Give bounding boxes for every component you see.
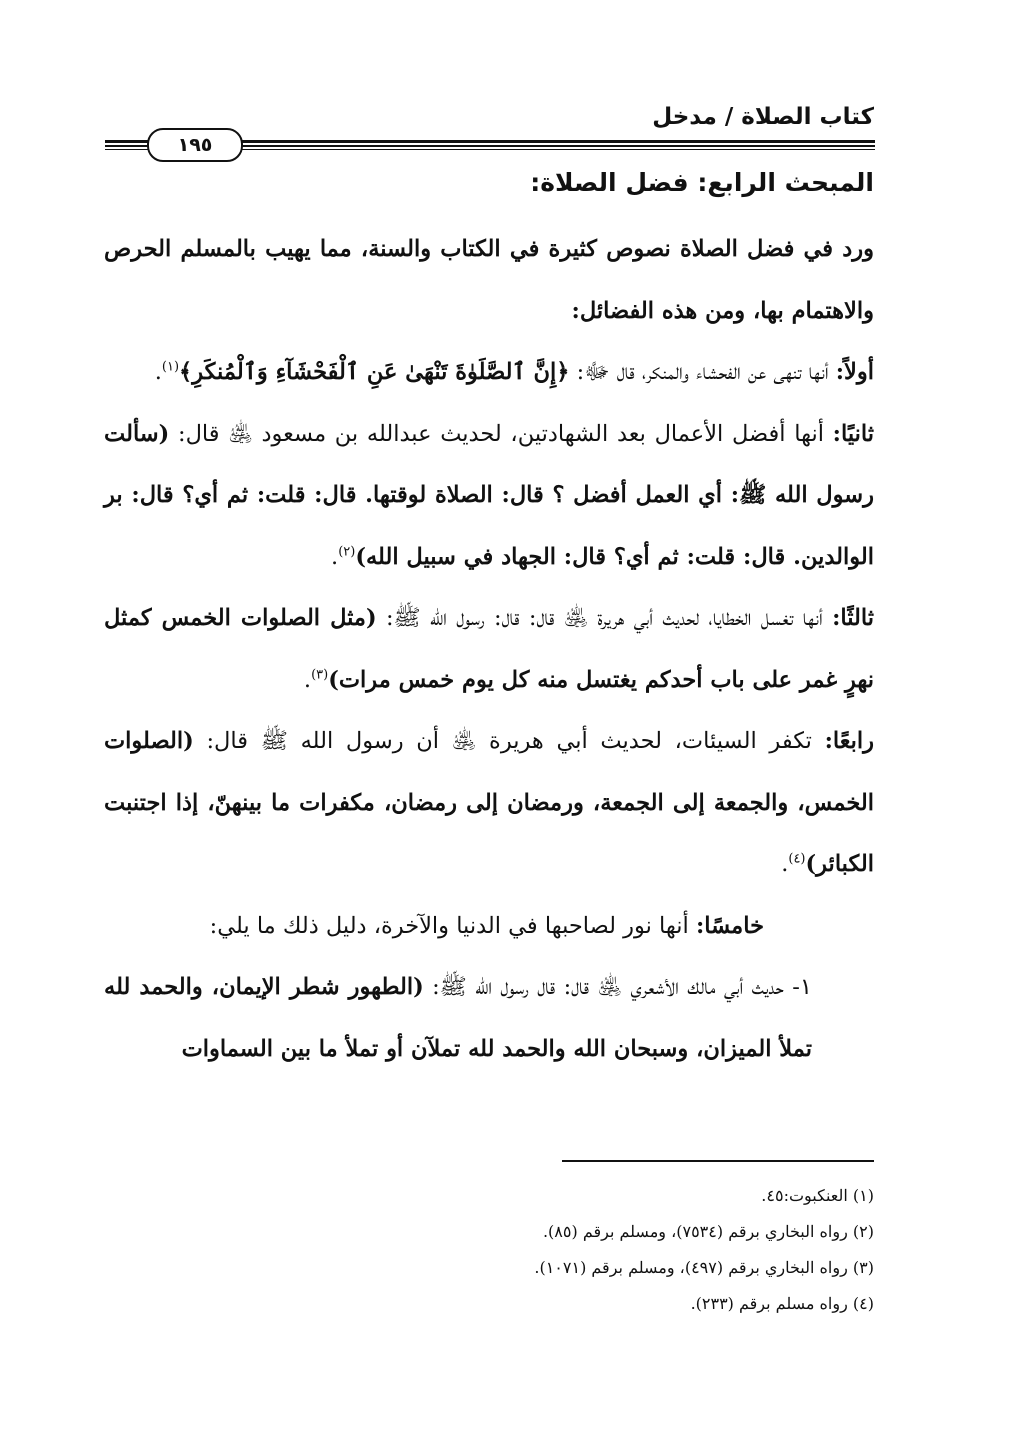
point-text: أنها نور لصاحبها في الدنيا والآخرة، دليل ذلك ما يلي: [209, 912, 696, 939]
point-text: أنها تنهى عن الفحشاء والمنكر، قال ﷻ: [569, 359, 836, 385]
footnote: (١) العنكبوت:٤٥. [761, 1186, 874, 1205]
point-3 [104, 588, 874, 711]
point-5 [104, 896, 874, 958]
point-lead: خامسًا: [695, 912, 764, 939]
footnote-separator [562, 1160, 874, 1162]
point-text: تكفر السيئات، لحديث أبي هريرة ﵁ أن رسول الله ﷺ قال: [193, 728, 825, 754]
point-tail: . [303, 666, 312, 693]
point-lead: ١- [792, 974, 812, 1000]
running-title: كتاب الصلاة / مدخل [652, 104, 874, 130]
footnote: (٣) رواه البخاري برقم (٤٩٧)، ومسلم برقم (١٠٧١). [534, 1258, 874, 1277]
footnote-marker: (٤) [788, 851, 806, 867]
point-5-evidence-1 [104, 957, 874, 1080]
hadith-quote: (الطهور شطر الإيمان، والحمد لله تملأ الميزان، وسبحان الله والحمد لله تملآن أو تملأ ما بين السماوات [104, 974, 812, 1062]
hadith-quote: (سألت رسول الله ﷺ: أي العمل أفضل ؟ قال: الصلاة لوقتها. قال: قلت: ثم أي؟ قال: بر الوالدين. قال: قلت: ثم أي؟ قال: الجهاد في سبيل الله) [104, 420, 874, 570]
point-text: أنها أفضل الأعمال بعد الشهادتين، لحديث عبدالله بن مسعود ﵁ قال: [169, 420, 833, 447]
quran-quote: ﴿إِنَّ ٱلصَّلَوٰةَ تَنْهَىٰ عَنِ ٱلْفَحْشَآءِ وَٱلْمُنكَرِ﴾ [179, 359, 570, 385]
point-2 [104, 404, 874, 589]
body-text [104, 219, 874, 1080]
footnote: (٤) رواه مسلم برقم (٢٣٣). [690, 1294, 874, 1313]
footnote: (٢) رواه البخاري برقم (٧٥٣٤)، ومسلم برقم (٨٥). [542, 1222, 874, 1241]
footnote-marker: (٣) [311, 667, 329, 682]
hadith-quote: (مثل الصلوات الخمس كمثل نهرٍ غمر على باب أحدكم يغتسل منه كل يوم خمس مرات) [104, 605, 874, 693]
footnote-marker: (١) [161, 359, 180, 375]
point-1 [104, 342, 874, 404]
footnotes [174, 1178, 874, 1322]
point-text: حديث أبي مالك الأشعري ﵁ قال: قال رسول الله ﷺ: [423, 974, 793, 1000]
point-tail: . [331, 543, 339, 570]
point-text: أنها تغسل الخطايا، لحديث أبي هريرة ﵁ قال: قال: رسول الله ﷺ: [376, 605, 833, 631]
point-4 [104, 711, 874, 896]
point-lead: أولاً: [835, 359, 874, 385]
point-tail: . [154, 359, 162, 385]
point-lead: ثالثًا: [832, 605, 874, 631]
point-lead: رابعًا: [824, 728, 874, 754]
page-number: ١٩٥ [147, 128, 243, 162]
point-lead: ثانيًا: [832, 420, 874, 447]
intro-paragraph: ورد في فضل الصلاة نصوص كثيرة في الكتاب والسنة، مما يهيب بالمسلم الحرص والاهتمام بها، ومن هذه الفضائل: [104, 236, 874, 324]
footnote-marker: (٢) [338, 544, 356, 559]
section-title: المبحث الرابع: فضل الصلاة: [530, 168, 874, 197]
point-tail: . [781, 851, 789, 877]
header-rule [105, 126, 875, 160]
hadith-quote: (الصلوات الخمس، والجمعة إلى الجمعة، ورمضان إلى رمضان، مكفرات ما بينهنّ، إذا اجتنبت الكبائر) [104, 728, 874, 877]
